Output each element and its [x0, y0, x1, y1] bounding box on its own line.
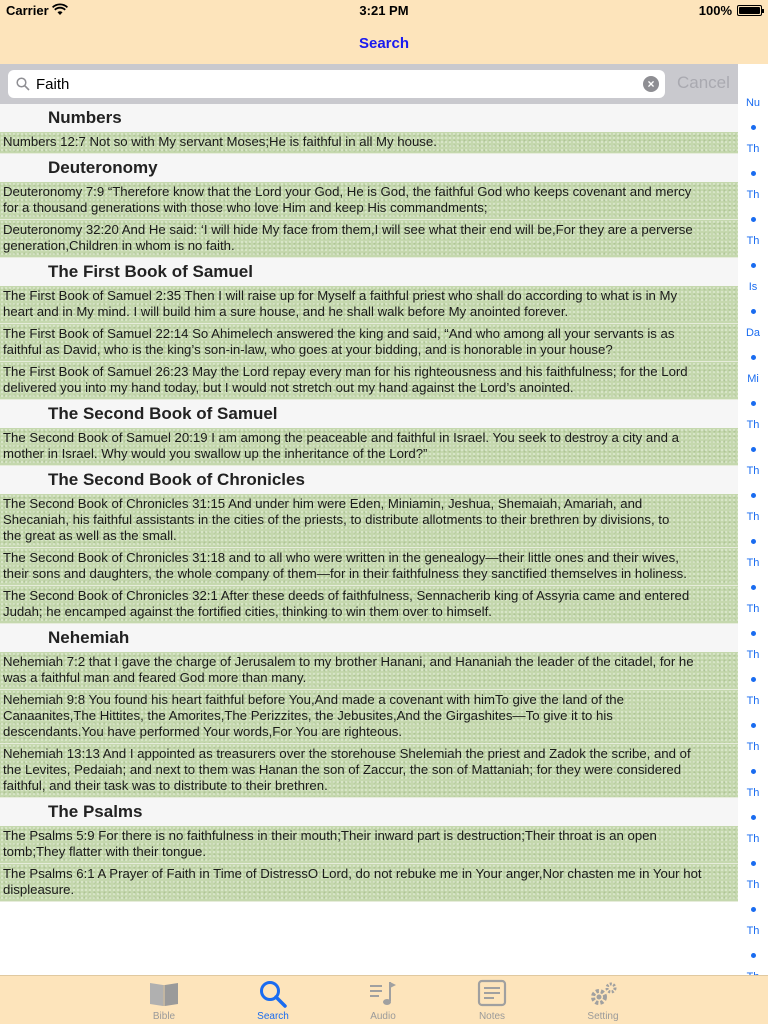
index-label[interactable]: Th — [746, 511, 760, 523]
battery-icon — [737, 5, 762, 16]
carrier-label: Carrier — [6, 3, 49, 18]
index-dot[interactable] — [751, 217, 756, 222]
index-dot[interactable] — [751, 355, 756, 360]
tab-audio[interactable] — [343, 976, 423, 1024]
verse-row[interactable]: The Second Book of Chronicles 31:15 And under him were Eden, Miniamin, Jeshua, Shemaiah, Amariah, and Shecaniah, his faithful assistants in the cities of the priests, to distribute allotments to their brethren by divisions, to the great as well as the small. — [0, 494, 738, 548]
index-label[interactable]: Th — [746, 787, 760, 799]
tab-label: Notes — [478, 1011, 506, 1022]
verse-row[interactable]: The First Book of Samuel 26:23 May the Lord repay every man for his righteousness and his faithfulness; for the Lord delivered you into my hand today, but I would not stretch out my hand against the Lord’s anointed. — [0, 362, 738, 400]
status-bar — [0, 0, 768, 22]
index-label[interactable]: Th — [746, 695, 760, 707]
index-label[interactable]: Th — [746, 649, 760, 661]
tab-bible[interactable] — [124, 976, 204, 1024]
section-header: Nehemiah — [0, 624, 738, 652]
section-header: Deuteronomy — [0, 154, 738, 182]
section-header: The Psalms — [0, 798, 738, 826]
verse-row[interactable]: The Psalms 5:9 For there is no faithfulness in their mouth;Their inward part is destruction;Their throat is an open tomb;They flatter with their tongue. — [0, 826, 738, 864]
tab-label: Search — [257, 1011, 289, 1022]
index-label[interactable]: Th — [746, 925, 760, 937]
index-label[interactable]: Th — [746, 557, 760, 569]
verse-row[interactable]: The Second Book of Chronicles 32:1 After these deeds of faithfulness, Sennacherib king of Assyria came and entered Judah; he encamped against the fortified cities, thinking to win them over to himself. — [0, 586, 738, 624]
index-dot[interactable] — [751, 677, 756, 682]
index-label[interactable]: Th — [746, 189, 760, 201]
index-label[interactable]: Th — [746, 143, 760, 155]
search-input[interactable] — [36, 72, 636, 96]
index-dot[interactable] — [751, 401, 756, 406]
verse-row[interactable]: The First Book of Samuel 22:14 So Ahimelech answered the king and said, “And who among all your servants is as faithful as David, who is the king’s son-in-law, who goes at your bidding, and is honorable in your house? — [0, 324, 738, 362]
index-dot[interactable] — [751, 631, 756, 636]
section-header: The Second Book of Samuel — [0, 400, 738, 428]
index-dot[interactable] — [751, 907, 756, 912]
search-bar — [0, 64, 738, 104]
tab-label: Bible — [152, 1011, 176, 1022]
index-dot[interactable] — [751, 309, 756, 314]
index-dot[interactable] — [751, 953, 756, 958]
index-dot[interactable] — [751, 171, 756, 176]
tab-search[interactable] — [233, 976, 313, 1024]
tab-notes[interactable] — [452, 976, 532, 1024]
index-label[interactable]: Th — [746, 603, 760, 615]
verse-row[interactable]: The First Book of Samuel 2:35 Then I will raise up for Myself a faithful priest who shall do according to what is in My heart and in My mind. I will build him a sure house, and he shall walk before My anointed forever. — [0, 286, 738, 324]
index-dot[interactable] — [751, 861, 756, 866]
verse-row[interactable]: Numbers 12:7 Not so with My servant Moses;He is faithful in all My house. — [0, 132, 738, 154]
tab-bar — [0, 975, 768, 1024]
index-label[interactable]: Nu — [745, 97, 761, 109]
section-index-bar[interactable] — [738, 64, 768, 975]
verse-row[interactable]: The Second Book of Samuel 20:19 I am among the peaceable and faithful in Israel. You seek to destroy a city and a mother in Israel. Why would you swallow up the inheritance of the Lord?” — [0, 428, 738, 466]
index-label[interactable]: Th — [746, 235, 760, 247]
index-label[interactable]: Is — [748, 281, 758, 293]
index-label[interactable]: Th — [746, 741, 760, 753]
index-dot[interactable] — [751, 493, 756, 498]
index-dot[interactable] — [751, 125, 756, 130]
index-dot[interactable] — [751, 539, 756, 544]
index-label[interactable]: Th — [746, 833, 760, 845]
tab-label: Setting — [587, 1011, 619, 1022]
verse-row[interactable]: Nehemiah 7:2 that I gave the charge of Jerusalem to my brother Hanani, and Hananiah the leader of the citadel, for he was a faithful man and feared God more than many. — [0, 652, 738, 690]
tab-label: Audio — [370, 1011, 396, 1022]
index-label[interactable]: Th — [746, 419, 760, 431]
index-dot[interactable] — [751, 723, 756, 728]
index-label[interactable]: Da — [745, 327, 761, 339]
search-field[interactable] — [8, 70, 665, 98]
battery-percent: 100% — [698, 3, 732, 18]
section-header: Numbers — [0, 104, 738, 132]
page-title: Search — [358, 35, 410, 52]
verse-row[interactable]: Nehemiah 9:8 You found his heart faithful before You,And made a covenant with himTo give the land of the Canaanites,The Hittites, the Amorites,The Perizzites, the Jebusites,And the Girgashites—To give it to his descendants.You have performed Your words,For You are righteous. — [0, 690, 738, 744]
verse-row[interactable]: Deuteronomy 7:9 “Therefore know that the Lord your God, He is God, the faithful God who keeps covenant and mercy for a thousand generations with those who love Him and keep His commandments; — [0, 182, 738, 220]
clock: 3:21 PM — [359, 3, 409, 18]
clear-search-icon[interactable]: × — [643, 76, 659, 92]
index-label[interactable]: Th — [746, 879, 760, 891]
navigation-bar — [0, 22, 768, 64]
index-label[interactable]: Th — [746, 465, 760, 477]
verse-row[interactable]: The Second Book of Chronicles 31:18 and to all who were written in the genealogy—their little ones and their wives, their sons and daughters, the whole company of them—for in their faithfulness they sanctified themselves in holiness. — [0, 548, 738, 586]
section-header: The Second Book of Chronicles — [0, 466, 738, 494]
tab-setting[interactable] — [563, 976, 643, 1024]
cancel-button[interactable]: Cancel — [677, 73, 730, 92]
magnifier-icon — [16, 77, 30, 91]
index-dot[interactable] — [751, 585, 756, 590]
index-label[interactable]: Mi — [747, 373, 759, 385]
index-dot[interactable] — [751, 447, 756, 452]
verse-row[interactable]: Nehemiah 13:13 And I appointed as treasurers over the storehouse Shelemiah the priest and Zadok the scribe, and of the Levites, Pedaiah; and next to them was Hanan the son of Zaccur, the son of Mattaniah; for they were considered faithful, and their task was to distribute to their brethren. — [0, 744, 738, 798]
verse-row[interactable]: Deuteronomy 32:20 And He said: ‘I will hide My face from them,I will see what their end will be,For they are a perverse generation,Children in whom is no faith. — [0, 220, 738, 258]
section-header: The First Book of Samuel — [0, 258, 738, 286]
index-dot[interactable] — [751, 815, 756, 820]
verse-row[interactable]: The Psalms 6:1 A Prayer of Faith in Time of DistressO Lord, do not rebuke me in Your anger,Nor chasten me in Your hot displeasure. — [0, 864, 738, 902]
index-dot[interactable] — [751, 769, 756, 774]
search-results-list[interactable] — [0, 104, 738, 975]
index-dot[interactable] — [751, 263, 756, 268]
